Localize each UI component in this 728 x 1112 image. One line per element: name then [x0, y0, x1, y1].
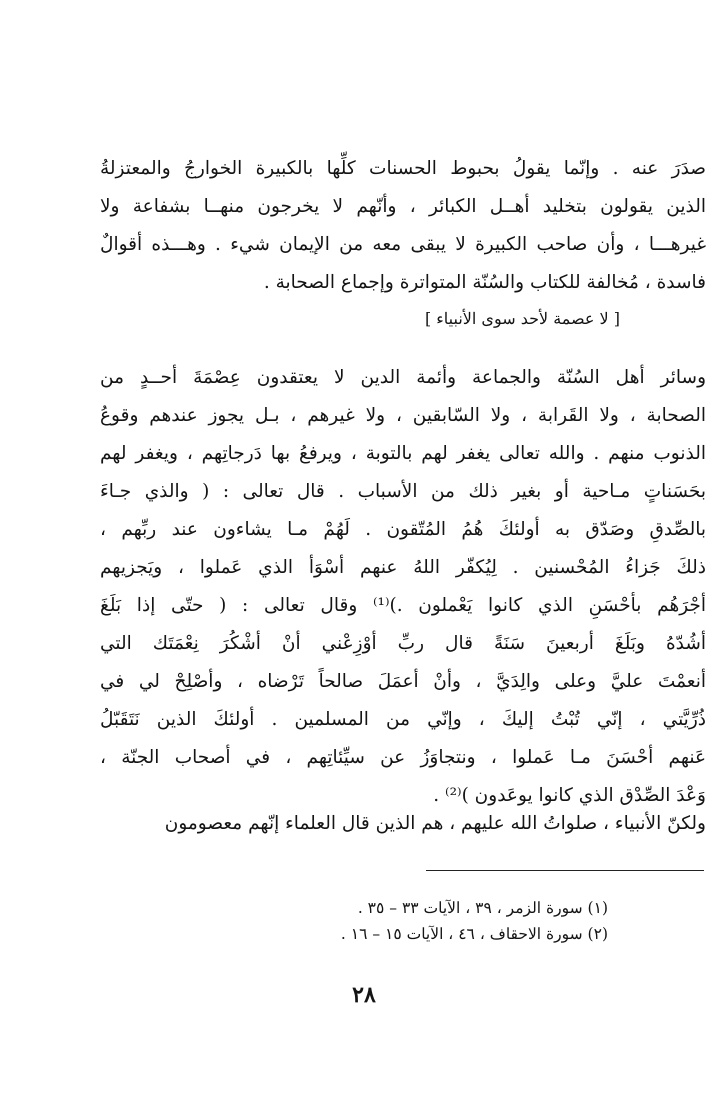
footnote-divider [426, 870, 704, 871]
page-number: ٢٨ [352, 982, 376, 1008]
paragraph-1 [100, 150, 706, 302]
section-heading: [ لا عصمة لأحد سوى الأنبياء ] [424, 309, 620, 328]
text-line: ذلكَ جَزاءُ المُحْسنين . لِيُكفّر اللهُ عنهم أسْوَأ الذي عَملوا ، ويَجزيهم [100, 557, 706, 578]
text-line: الذين يقولون بتخليد أهــل الكبائر ، وأنّهم لا يخرجون منهــا بشفاعة ولا [100, 196, 706, 217]
footnote-1: (١) سورة الزمر ، ٣٩ ، الآيات ٣٣ – ٣٥ . [357, 899, 608, 917]
paragraph-2 [100, 359, 706, 815]
footnotes [341, 895, 608, 947]
text-line: َصدَرَ عنه . وإنّما يقولُ بحبوط الحسنات كلِّها بالكبيرة الخوارجُ والمعتزلةُ [100, 158, 706, 179]
text-line: الصحابة ، ولا القَرابة ، ولا السّابقين ، ولا غيرهم ، بـل يجوز عندهم وقوعُ [100, 405, 706, 426]
text-line: ذُرِّيَّتي ، إنّي تُبْتُ إليكَ ، وإنّي من المسلمين . أولئكَ الذين نَتَقَبّلُ [100, 709, 706, 730]
text-line: أشُدّهُ وبَلَغَ أربعينَ سَنَةً قال ربِّ أوْزِعْني أنْ أشْكُرَ نِعْمَتَك التي [100, 633, 706, 654]
text-line: بحَسَناتٍ مـاحية أو بغير ذلك من الأسباب . قال تعالى : ( والذي جـاءَ [100, 481, 706, 502]
text-line: الذنوب منهم . والله تعالى يغفر لهم بالتوبة ، ويرفعُ بها دَرجاتِهم ، ويغفر لهم [100, 443, 706, 464]
text-line: عَنهم أحْسَنَ مـا عَملوا ، ونتجاوَزُ عن سيِّئاتِهم ، في أصحاب الجنّة ، [100, 747, 706, 768]
footnote-2: (٢) سورة الاحقاف ، ٤٦ ، الآيات ١٥ – ١٦ . [340, 925, 608, 943]
text-line: وسائر أهل السُنّة والجماعة وأئمة الدين لا يعتقدون عِصْمَةَ أحــدٍ من [100, 367, 706, 388]
text-line: أجْرَهُم بأحْسَنِ الذي كانوا يَعْملون .)⁽¹⁾ وقال تعالى : ( حتّى إذا بَلَغَ [100, 595, 706, 616]
text-line: غيرهـــا ، وأن صاحب الكبيرة لا يبقى معه من الإيمان شيء . وهـــذه أقوالٌ [100, 234, 706, 255]
text-line: وَعْدَ الصِّدْق الذي كانوا يوعَدون )⁽²⁾ . [433, 785, 706, 806]
text-line: بالصِّدقِ وصَدّق به أولئكَ هُمُ المُتّقون . لَهُمْ مـا يشاءون عند ربِّهم ، [100, 519, 706, 540]
text-line: أنعمْتَ عليَّ وعلى والِدَيَّ ، وأنْ أعمَلَ صالحاً تَرْضاه ، وأصْلِحْ لي في [100, 671, 706, 692]
paragraph-3 [100, 805, 706, 843]
text-line: فاسدة ، مُخالفة للكتاب والسُنّة المتواترة وإجماع الصحابة . [263, 272, 706, 293]
text-line: ولكنّ الأنبياء ، صلواتُ الله عليهم ، هم الذين قال العلماء إنّهم معصومون [164, 813, 706, 834]
